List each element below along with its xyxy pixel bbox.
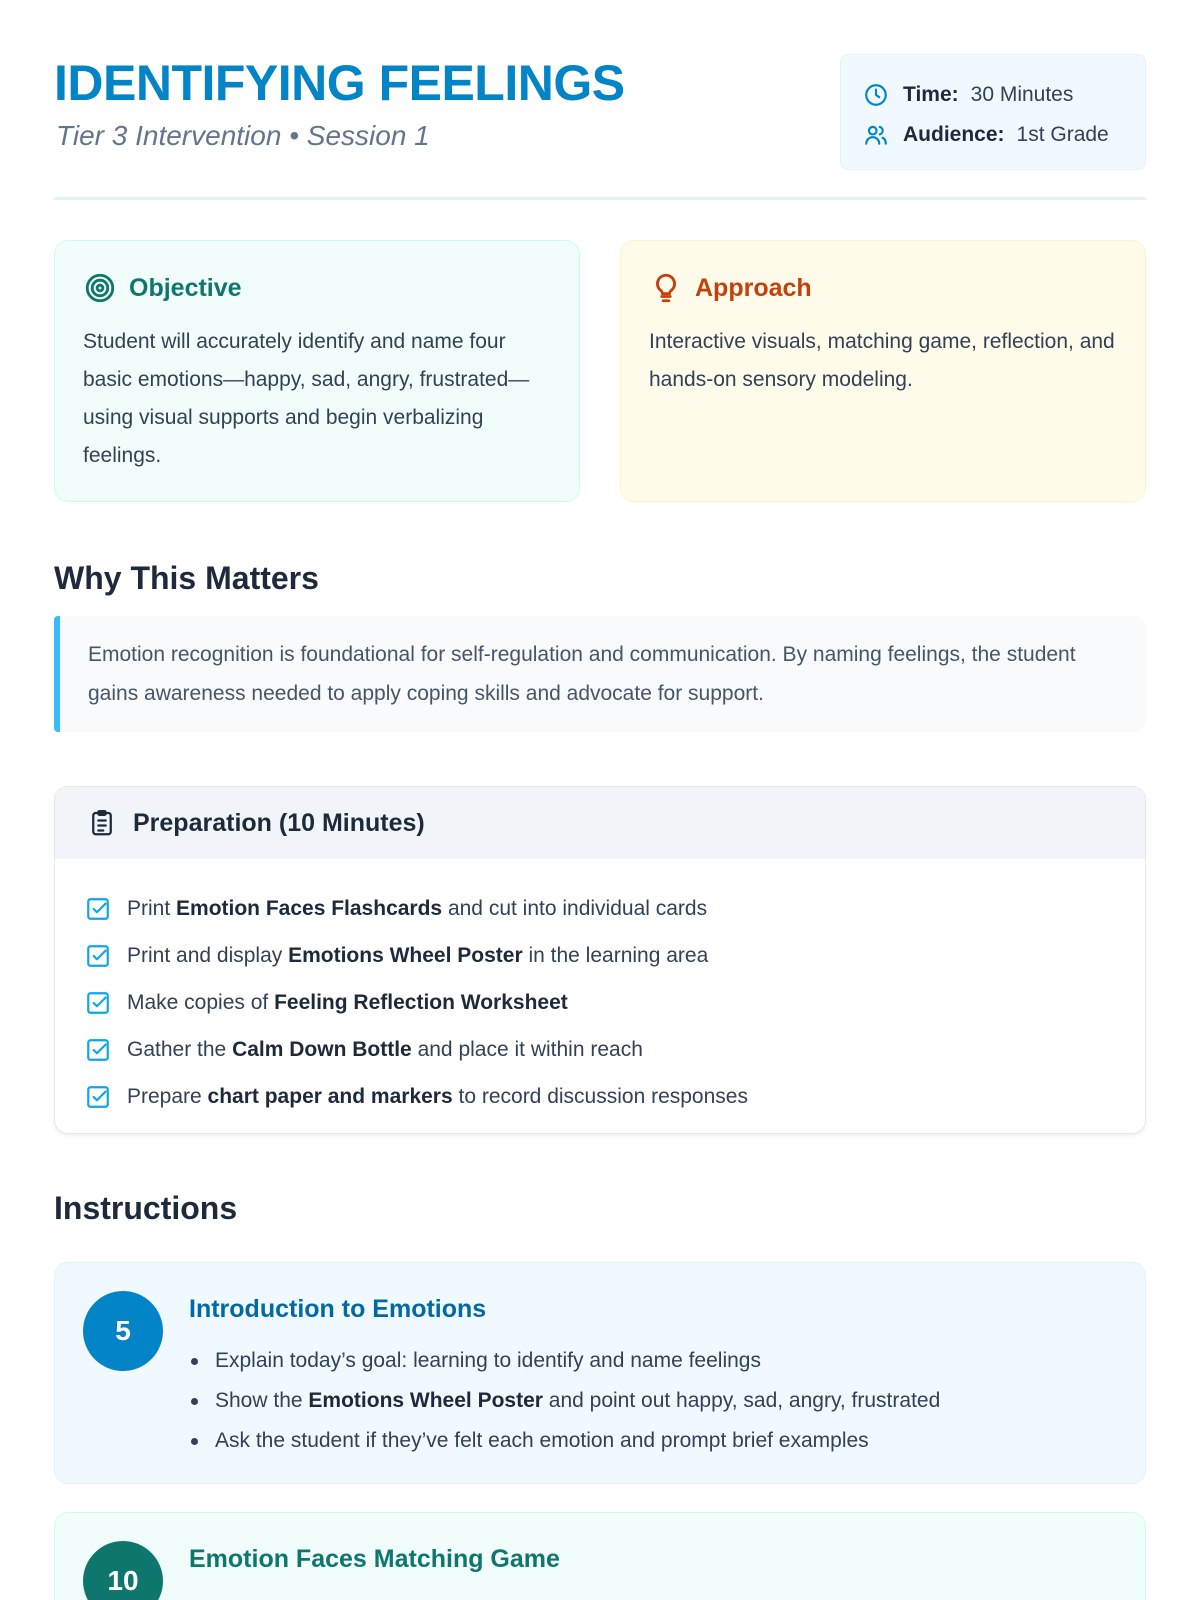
clock-icon <box>863 82 889 108</box>
prep-item-text <box>127 897 707 921</box>
session-meta-box <box>840 54 1146 170</box>
prep-text: Print <box>127 896 177 920</box>
why-heading: Why This Matters <box>54 560 319 596</box>
prep-text: in the learning area <box>522 943 709 967</box>
checkbox-checked-icon <box>85 943 111 969</box>
prep-item <box>85 932 1145 979</box>
approach-title: Approach <box>695 273 812 302</box>
bullet-text: Explain today’s goal: learning to identify and name feelings <box>215 1349 761 1372</box>
prep-bold: Emotion Faces Flashcards <box>176 896 443 920</box>
prep-item-text <box>127 944 708 968</box>
approach-text: Interactive visuals, matching game, reflection, and hands-on sensory modeling. <box>649 330 1115 391</box>
prep-bold: chart paper and markers <box>207 1084 453 1108</box>
checkbox-checked-icon <box>85 1037 111 1063</box>
lightbulb-icon <box>649 271 683 305</box>
checkbox-checked-icon <box>85 990 111 1016</box>
step-bullet <box>215 1381 940 1421</box>
time-row <box>863 75 1125 115</box>
step-title: Emotion Faces Matching Game <box>189 1545 560 1573</box>
step-title: Introduction to Emotions <box>189 1295 487 1323</box>
audience-value: 1st Grade <box>1016 123 1109 146</box>
prep-text: Make copies of <box>127 990 275 1014</box>
prep-text: and place it within reach <box>411 1037 643 1061</box>
approach-header <box>649 271 1119 305</box>
audience-label: Audience: <box>903 123 1005 146</box>
prep-item-text <box>127 1085 748 1109</box>
prep-bold: Calm Down Bottle <box>232 1037 412 1061</box>
target-icon <box>83 271 117 305</box>
step-minutes-badge: 10 <box>83 1541 163 1600</box>
page-subtitle: Tier 3 Intervention • Session 1 <box>56 120 430 151</box>
preparation-title: Preparation (10 Minutes) <box>133 808 425 837</box>
lesson-page <box>54 0 1146 1596</box>
bullet-text: and point out happy, sad, angry, frustrated <box>542 1389 941 1412</box>
objective-text: Student will accurately identify and name four basic emotions—happy, sad, angry, frustrated—using visual supports and begin verbalizing feelings. <box>83 330 530 467</box>
bullet-bold: Emotions Wheel Poster <box>308 1389 543 1412</box>
preparation-panel <box>54 786 1146 1134</box>
instructions-heading: Instructions <box>54 1190 238 1226</box>
header <box>54 0 1146 200</box>
prep-text: to record discussion responses <box>452 1084 748 1108</box>
instruction-step-1 <box>54 1262 1146 1484</box>
prep-item-text <box>127 991 568 1015</box>
prep-text: and cut into individual cards <box>442 896 708 920</box>
checkbox-checked-icon <box>85 1084 111 1110</box>
prep-item <box>85 885 1145 932</box>
page-title: IDENTIFYING FEELINGS <box>54 55 625 111</box>
prep-item-text <box>127 1038 643 1062</box>
prep-item <box>85 1073 1145 1120</box>
bullet-text: Show the <box>215 1389 309 1412</box>
prep-bold: Feeling Reflection Worksheet <box>274 990 568 1014</box>
prep-text: Print and display <box>127 943 289 967</box>
prep-bold: Emotions Wheel Poster <box>288 943 523 967</box>
clipboard-icon <box>87 808 117 838</box>
checkbox-checked-icon <box>85 896 111 922</box>
objective-card <box>54 240 580 502</box>
bullet-text: Ask the student if they’ve felt each emotion and prompt brief examples <box>215 1429 869 1452</box>
step-minutes-badge: 5 <box>83 1291 163 1371</box>
users-icon <box>863 122 889 148</box>
approach-card <box>620 240 1146 502</box>
objective-header <box>83 271 553 305</box>
time-label: Time: <box>903 83 959 106</box>
preparation-header <box>55 787 1145 859</box>
preparation-list <box>55 859 1145 1120</box>
step-bullet <box>215 1421 940 1461</box>
step-bullets <box>215 1341 940 1461</box>
audience-row <box>863 115 1125 155</box>
prep-item <box>85 979 1145 1026</box>
step-bullet <box>215 1341 940 1381</box>
summary-cards <box>54 240 1146 502</box>
objective-title: Objective <box>129 273 242 302</box>
prep-text: Gather the <box>127 1037 233 1061</box>
why-callout: Emotion recognition is foundational for self-regulation and communication. By naming feelings, the student gains awareness needed to apply coping skills and advocate for support. <box>54 616 1146 732</box>
instruction-step-2 <box>54 1512 1146 1600</box>
prep-text: Prepare <box>127 1084 208 1108</box>
time-value: 30 Minutes <box>970 83 1074 106</box>
prep-item <box>85 1026 1145 1073</box>
